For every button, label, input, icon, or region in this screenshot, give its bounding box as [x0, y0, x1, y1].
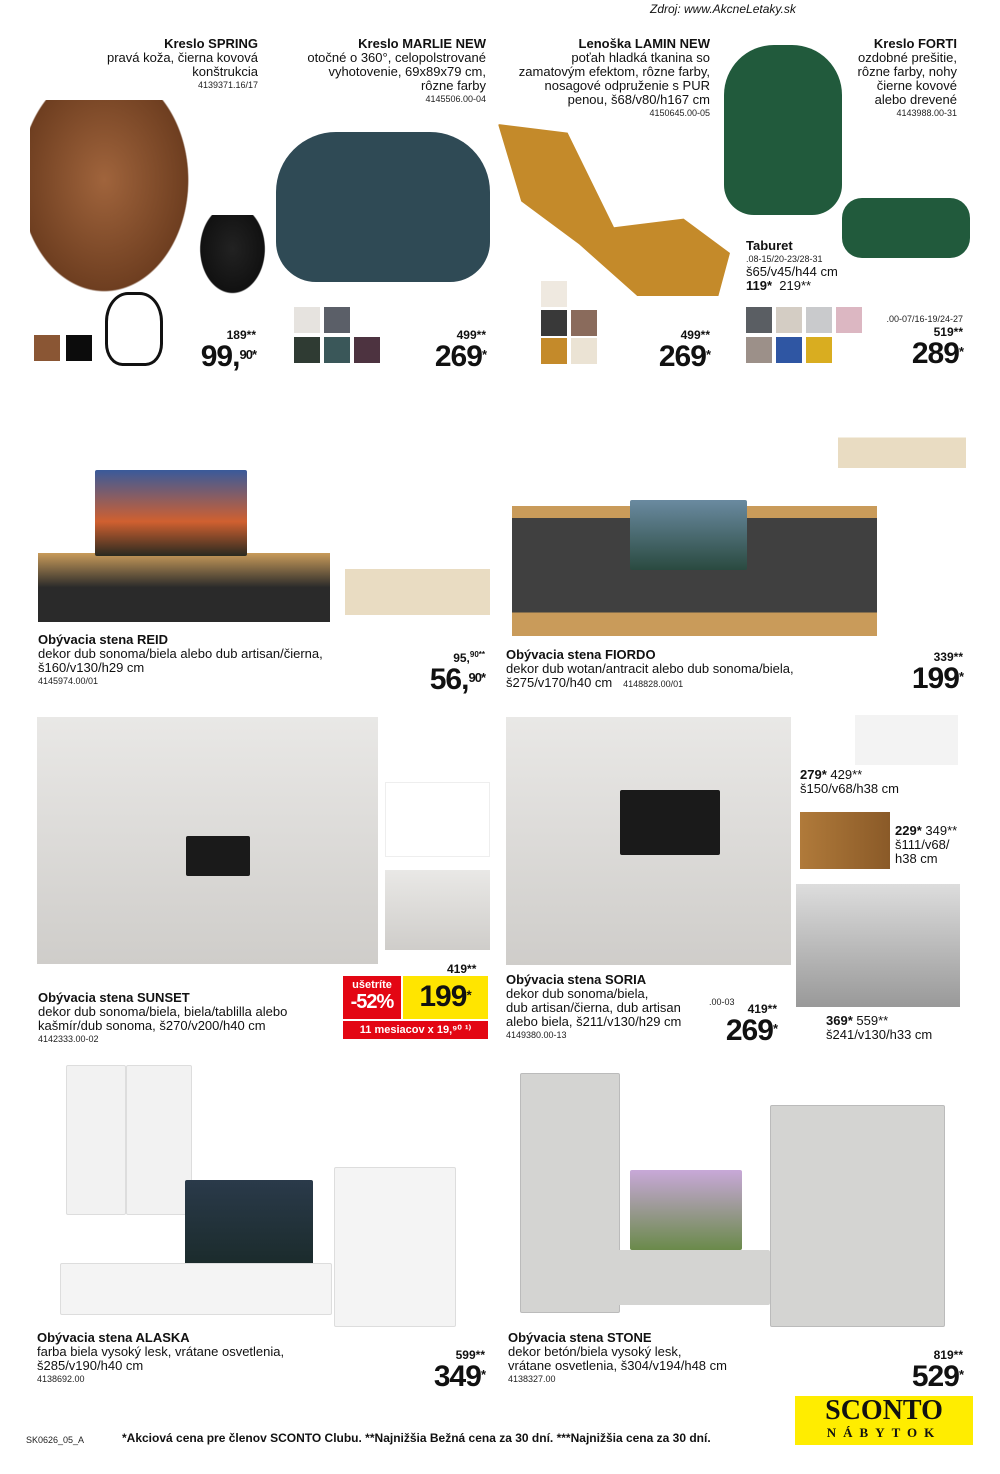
old-price: 189**	[226, 328, 256, 342]
price-cents: 90	[239, 347, 252, 362]
price-alaska	[405, 1348, 485, 1392]
product-desc: š275/v170/h40 cm	[506, 675, 613, 690]
color-swatch[interactable]	[541, 310, 567, 336]
product-code: .00-03	[709, 997, 735, 1007]
price: 119*	[746, 278, 773, 293]
old-price: 419**	[747, 1002, 777, 1016]
product-code: 4148828.00/01	[623, 679, 684, 689]
price: 229*	[895, 823, 922, 838]
price: 369*	[826, 1013, 853, 1028]
price: 279*	[800, 767, 827, 782]
price-star: *	[251, 347, 256, 362]
product-code: 4138692.00	[37, 1374, 85, 1384]
product-title: Obývacia stena STONE	[508, 1330, 652, 1345]
product-dims: h38 cm	[895, 851, 938, 866]
alaska-image	[60, 1065, 460, 1327]
product-dims: š111/v68/	[895, 837, 950, 852]
product-code: 4149380.00-13	[506, 1030, 567, 1040]
old-price: 499**	[680, 328, 710, 342]
price-forti	[870, 313, 963, 369]
product-code: 4142333.00-02	[38, 1034, 99, 1044]
price: 289	[911, 337, 959, 370]
product-desc: dekor dub sonoma/biela,	[506, 986, 649, 1001]
taburet-image	[842, 198, 970, 258]
price-marlie	[400, 328, 486, 372]
product-title: Lenoška LAMIN NEW	[578, 36, 710, 51]
product-desc: zamatovým efektom, rôzne farby,	[518, 64, 710, 79]
product-desc: dekor dub sonoma/biela alebo dub artisan/čierna,	[38, 646, 323, 661]
product-soria	[506, 973, 681, 1041]
product-alaska	[37, 1331, 284, 1385]
price-star: *	[958, 344, 963, 359]
spring-chair-black-image	[195, 215, 270, 300]
color-swatch[interactable]	[34, 335, 60, 361]
product-desc: čierne kovové	[876, 78, 957, 93]
product-desc: vrátane osvetlenia, š304/v194/h48 cm	[508, 1358, 727, 1373]
product-desc: dekor dub sonoma/biela, biela/tablilla alebo	[38, 1004, 288, 1019]
product-desc: š285/v190/h40 cm	[37, 1358, 144, 1373]
color-swatch[interactable]	[541, 281, 567, 307]
soria-extra-1	[800, 768, 899, 796]
product-title: Obývacia stena SUNSET	[38, 990, 190, 1005]
product-code: 4138327.00	[508, 1374, 556, 1384]
soria-extra-2	[895, 824, 957, 866]
old-price: 219**	[779, 278, 812, 293]
price-stone	[880, 1348, 963, 1392]
color-swatch[interactable]	[746, 337, 772, 363]
old-price: 519**	[933, 325, 963, 339]
tv-image	[620, 790, 720, 855]
product-desc: ozdobné prešitie,	[857, 50, 957, 65]
product-desc: dekor betón/biela vysoký lesk,	[508, 1344, 682, 1359]
product-title: Kreslo FORTI	[873, 36, 957, 51]
soria-extra-3	[826, 1014, 932, 1042]
product-code: 4145506.00-04	[425, 94, 486, 104]
price-star: *	[480, 1367, 485, 1382]
product-desc: konštrukcia	[192, 64, 258, 79]
price-sunset	[403, 976, 488, 1019]
product-code: .00-07/16-19/24-27	[886, 314, 963, 324]
product-desc: dub artisan/čierna, dub artisan	[506, 1000, 681, 1015]
tv-image	[630, 500, 747, 570]
stone-image	[520, 1065, 945, 1327]
old-price: 819**	[933, 1348, 963, 1362]
price: 199	[419, 980, 467, 1013]
product-code: 4143988.00-31	[896, 108, 957, 118]
price: 99,	[200, 340, 240, 373]
product-desc: dekor dub wotan/antracit alebo dub sonoma/biela,	[506, 661, 794, 676]
price: 56,	[429, 663, 469, 696]
old-price: 599**	[455, 1348, 485, 1362]
price: 269	[725, 1014, 773, 1047]
product-desc: alebo biela, š211/v130/h29 cm	[506, 1014, 682, 1029]
color-swatch[interactable]	[806, 337, 832, 363]
product-title: Kreslo MARLIE NEW	[358, 36, 486, 51]
product-dims: š150/v68/h38 cm	[800, 781, 900, 796]
product-code: 4139371.16/17	[197, 80, 258, 90]
product-title: Obývacia stena ALASKA	[37, 1330, 190, 1345]
product-title: Obývacia stena SORIA	[506, 972, 647, 987]
product-desc: š160/v130/h29 cm	[38, 660, 145, 675]
discount-value: -52%	[350, 991, 394, 1013]
price-star: *	[772, 1021, 777, 1036]
product-stone	[508, 1331, 727, 1385]
color-swatch[interactable]	[776, 307, 802, 333]
product-code: 4145974.00/01	[38, 676, 99, 686]
color-swatch[interactable]	[776, 337, 802, 363]
price: 269	[658, 340, 706, 373]
product-title: Kreslo SPRING	[164, 36, 258, 51]
price: 199	[911, 662, 959, 695]
soria-alt-image	[796, 884, 960, 1007]
old-price: 559**	[856, 1013, 889, 1028]
source-note: Zdroj: www.AkcneLetaky.sk	[650, 2, 796, 16]
spring-chair-image	[30, 100, 195, 300]
reid-white-image	[345, 500, 490, 615]
product-lamin	[519, 37, 710, 119]
sunset-alt-image	[385, 782, 490, 857]
footer-note: *Akciová cena pre členov SCONTO Clubu. **Najnižšia Bežná cena za 30 dní. ***Najnižšia cena za 30 dní.	[122, 1431, 711, 1445]
marlie-chair-image	[276, 132, 490, 282]
price-star: *	[958, 669, 963, 684]
product-desc: otočné o 360°, celopolstrované	[307, 50, 486, 65]
product-title: Obývacia stena FIORDO	[506, 647, 656, 662]
product-desc: nosagové odpruženie s PUR	[544, 78, 710, 93]
old-price: 95,	[453, 651, 470, 665]
color-swatch[interactable]	[571, 338, 597, 364]
product-desc: vyhotovenie, 69x89x79 cm,	[328, 64, 486, 79]
color-swatch[interactable]	[294, 307, 320, 333]
price-fiordo	[880, 650, 963, 694]
product-desc: pravá koža, čierna kovová	[106, 50, 258, 65]
discount-label: ušetríte	[352, 979, 392, 991]
product-reid	[38, 633, 323, 687]
product-desc: kašmír/dub sonoma, š270/v200/h40 cm	[38, 1018, 266, 1033]
old-price: 499**	[456, 328, 486, 342]
product-marlie	[307, 37, 486, 105]
logo-subtext: NÁBYTOK	[826, 1425, 942, 1440]
soria-sideboard-white-image	[855, 715, 958, 765]
price-star: *	[466, 987, 472, 1003]
price: 529	[911, 1360, 959, 1393]
product-forti	[858, 37, 957, 119]
logo-text: SCONTO	[825, 1395, 943, 1426]
price-star: *	[705, 347, 710, 362]
product-dims: š65/v45/h44 cm	[746, 264, 838, 279]
color-swatch[interactable]	[806, 307, 832, 333]
soria-sideboard-oak-image	[800, 812, 890, 869]
sunset-alt2-image	[385, 870, 490, 950]
price-lamin	[630, 328, 710, 372]
product-desc: penou, š68/v80/h167 cm	[567, 92, 710, 107]
product-desc: poťah hladká tkanina so	[571, 50, 710, 65]
old-price-cents: 90**	[469, 650, 485, 659]
taburet	[746, 239, 838, 293]
color-swatch[interactable]	[541, 338, 567, 364]
price-star: *	[480, 670, 485, 685]
flyer-code: SK0626_05_A	[26, 1435, 85, 1445]
product-title: Obývacia stena REID	[38, 632, 169, 647]
product-code: 4150645.00-05	[649, 108, 710, 118]
color-swatch[interactable]	[746, 307, 772, 333]
price-star: *	[481, 347, 486, 362]
tv-image	[95, 470, 247, 556]
price: 269	[434, 340, 482, 373]
color-swatch[interactable]	[571, 310, 597, 336]
price-spring	[180, 328, 256, 372]
color-swatch[interactable]	[324, 337, 350, 363]
sconto-logo	[795, 1396, 973, 1445]
color-swatch[interactable]	[324, 307, 350, 333]
product-dims: š241/v130/h33 cm	[826, 1027, 933, 1042]
price-star: *	[958, 1367, 963, 1382]
old-price: 419**	[447, 962, 477, 976]
color-swatch[interactable]	[66, 335, 92, 361]
price: 349	[433, 1360, 481, 1393]
leather-icon	[105, 292, 163, 366]
product-desc: alebo drevené	[874, 92, 957, 107]
product-title: Taburet	[746, 238, 793, 253]
color-swatch[interactable]	[294, 337, 320, 363]
tv-image	[186, 836, 250, 876]
price-reid	[395, 650, 485, 695]
fiordo-white-image	[838, 392, 966, 468]
product-sunset	[38, 991, 287, 1045]
installment-badge: 11 mesiacov x 19,⁹⁰ ¹⁾	[343, 1021, 488, 1039]
discount-badge	[343, 976, 401, 1019]
price-soria	[700, 1002, 777, 1046]
old-price: 349**	[925, 823, 958, 838]
product-desc: farba biela vysoký lesk, vrátane osvetlenia,	[37, 1344, 285, 1359]
color-swatch[interactable]	[836, 307, 862, 333]
product-code: .08-15/20-23/28-31	[746, 254, 823, 264]
forti-chair-image	[724, 45, 842, 215]
price-cents: 90	[468, 670, 481, 685]
old-price: 339**	[933, 650, 963, 664]
old-price: 429**	[830, 767, 863, 782]
lamin-lounger-image	[498, 124, 730, 296]
product-desc: rôzne farby, nohy	[857, 64, 957, 79]
product-fiordo	[506, 648, 794, 690]
product-desc: rôzne farby	[420, 78, 486, 93]
product-spring	[107, 37, 258, 91]
color-swatch[interactable]	[354, 337, 380, 363]
